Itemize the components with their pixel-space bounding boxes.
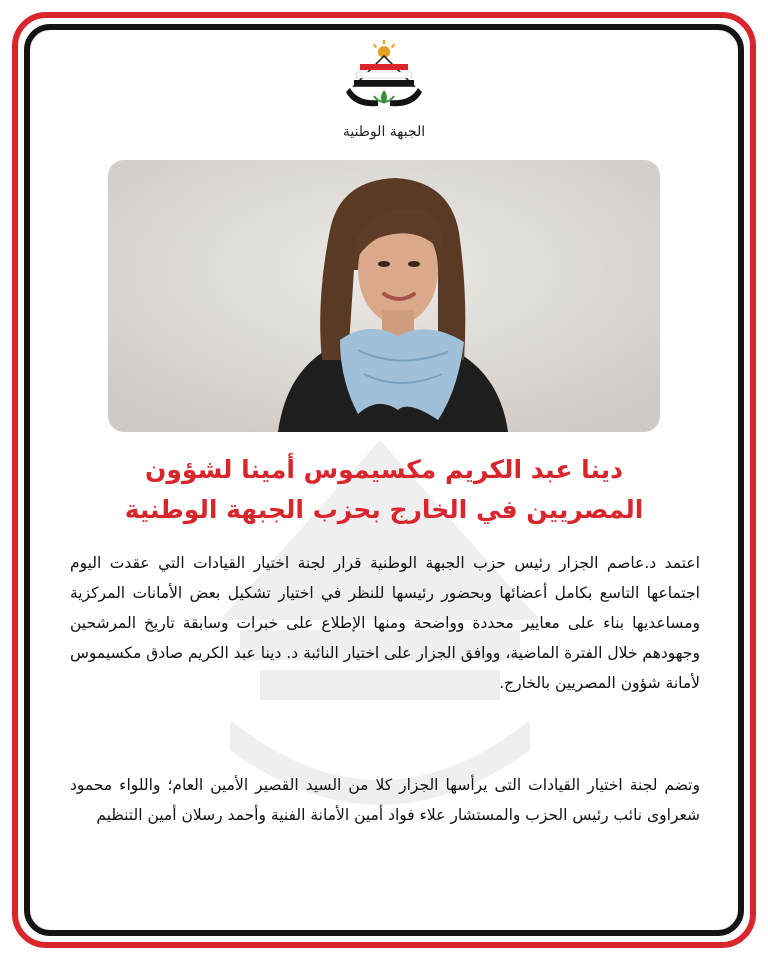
portrait-photo bbox=[108, 160, 660, 432]
party-logo-wordmark: الجبهة الوطنية bbox=[342, 124, 426, 140]
headline-line-1: دينا عبد الكريم مكسيموس أمينا لشؤون bbox=[145, 455, 623, 484]
portrait-illustration bbox=[108, 160, 660, 432]
body-paragraph-2: وتضم لجنة اختيار القيادات التى يرأسها الجزار كلا من السيد القصير الأمين العام؛ واللواء محمود شعراوى نائب رئيس الحزب والمستشار علاء فواد أمين الأمانة الفنية وأحمد رسلان أمين التنظيم bbox=[70, 776, 700, 824]
party-emblem-icon bbox=[334, 40, 434, 120]
headline bbox=[60, 450, 708, 530]
headline-line-2: المصريين في الخارج بحزب الجبهة الوطنية bbox=[124, 495, 644, 524]
body-paragraph-1: اعتمد د.عاصم الجزار رئيس حزب الجبهة الوطنية قرار لجنة اختيار القيادات التي عقدت اليوم اجتماعها التاسع بكامل أعضائها وبحضور رئيسها للنظر في اختيار تشكيل بعض الأمانات المركزية ومساعديها بناء على معايير محددة وواضحة ومنها الإطلاع على خبرات وسابقة تاريخ المرشحين وجهودهم خلال الفترة الماضية، ووافق الجزار على اختيار النائبة د. دينا عبد الكريم صادق مكسيموس لأمانة شؤون المصريين بالخارج. bbox=[70, 554, 700, 692]
party-logo bbox=[334, 40, 434, 152]
